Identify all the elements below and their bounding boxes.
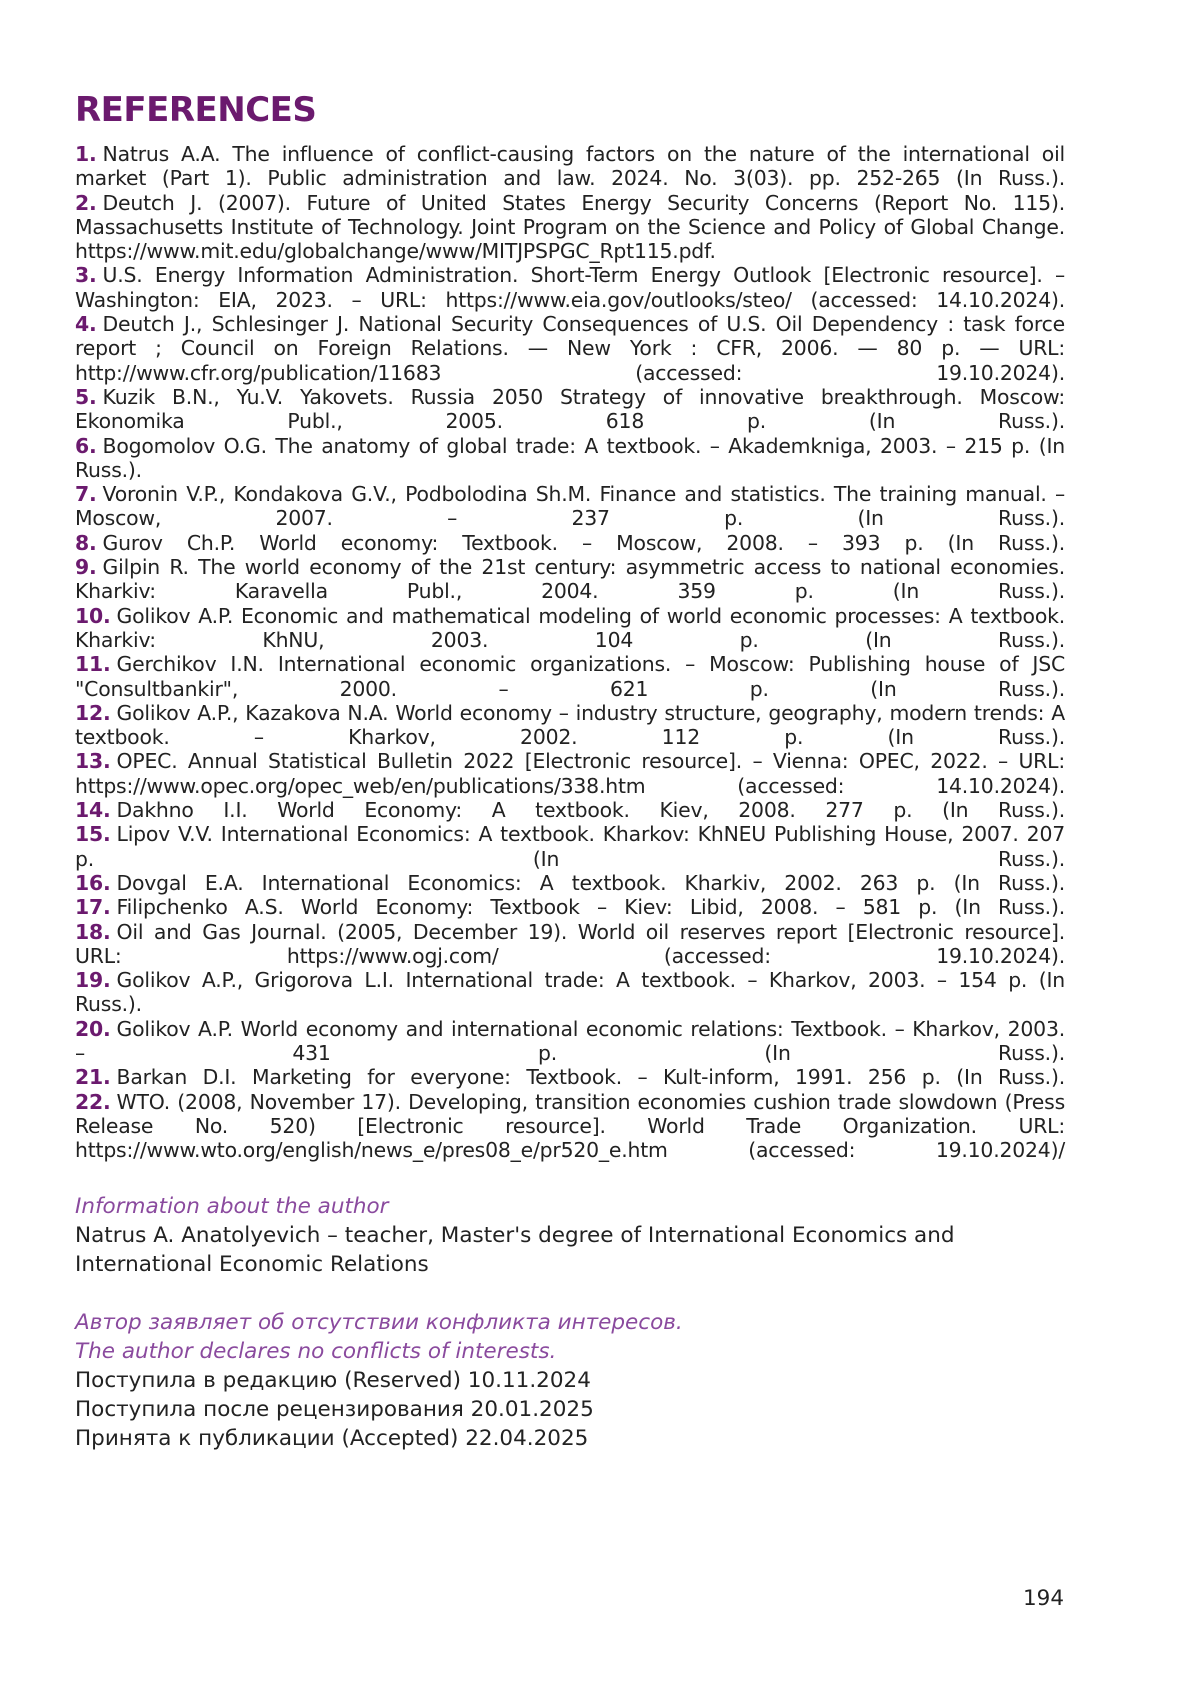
references-heading: REFERENCES bbox=[75, 90, 317, 130]
reference-text: Filipchenko A.S. World Economy: Textbook – Kiev: Libid, 2008. – 581 p. (In Russ.). bbox=[116, 895, 1065, 920]
reference-text: Gerchikov I.N. International economic organizations. – Moscow: Publishing house of JSC "Consultbankir", 2000. – 621 p. (In Russ.). bbox=[75, 652, 1065, 701]
author-info-label: Information about the author bbox=[75, 1194, 389, 1220]
author-info-line-1: Natrus A. Anatolyevich – teacher, Master's degree of International Economics and bbox=[75, 1223, 955, 1249]
reference-text: Lipov V.V. International Economics: A textbook. Kharkov: KhNEU Publishing House, 2007. 207 p. (In Russ.). bbox=[75, 822, 1065, 871]
reference-text: Bogomolov O.G. The anatomy of global trade: A textbook. – Akademkniga, 2003. – 215 p. (In Russ.). bbox=[75, 433, 1065, 482]
reference-item bbox=[75, 1090, 1065, 1163]
reference-number: 8. bbox=[75, 530, 97, 555]
author-block bbox=[75, 1192, 1065, 1453]
reference-number: 21. bbox=[75, 1065, 111, 1090]
date-accepted: Принята к публикации (Accepted) 22.04.2025 bbox=[75, 1426, 589, 1452]
reference-item bbox=[75, 652, 1065, 701]
reference-text: Golikov A.P. World economy and international economic relations: Textbook. – Kharkov, 2003. – 431 p. (In Russ.). bbox=[75, 1016, 1065, 1065]
reference-item bbox=[75, 701, 1065, 750]
reference-item bbox=[75, 604, 1065, 653]
reference-text: Dakhno I.I. World Economy: A textbook. Kiev, 2008. 277 p. (In Russ.). bbox=[116, 798, 1065, 823]
reference-text: Gurov Ch.P. World economy: Textbook. – Moscow, 2008. – 393 p. (In Russ.). bbox=[102, 530, 1065, 555]
reference-item bbox=[75, 798, 1065, 822]
reference-number: 22. bbox=[75, 1089, 111, 1114]
reference-item bbox=[75, 482, 1065, 531]
reference-number: 4. bbox=[75, 312, 97, 337]
reference-number: 11. bbox=[75, 652, 111, 677]
reference-item bbox=[75, 1065, 1065, 1089]
reference-text: OPEC. Annual Statistical Bulletin 2022 [Electronic resource]. – Vienna: OPEC, 2022. – URL: https://www.opec.org/opec_web/en/publications/338.htm (accessed: 14.10.2024). bbox=[75, 749, 1065, 798]
reference-number: 16. bbox=[75, 870, 111, 895]
conflict-statement-en: The author declares no conflicts of interests. bbox=[75, 1339, 557, 1365]
reference-number: 9. bbox=[75, 555, 97, 580]
reference-text: Golikov A.P. Economic and mathematical modeling of world economic processes: A textbook. Kharkiv: KhNU, 2003. 104 p. (In Russ.). bbox=[75, 603, 1065, 652]
reference-text: Golikov A.P., Kazakova N.A. World economy – industry structure, geography, modern trends: A textbook. – Kharkov, 2002. 112 p. (In Russ.). bbox=[75, 700, 1065, 750]
reference-number: 10. bbox=[75, 603, 111, 628]
reference-item bbox=[75, 968, 1065, 1017]
reference-number: 20. bbox=[75, 1016, 111, 1041]
author-info-line-2: International Economic Relations bbox=[75, 1252, 429, 1278]
reference-text: Golikov A.P., Grigorova L.I. International trade: A textbook. – Kharkov, 2003. – 154 p. (In Russ.). bbox=[75, 968, 1065, 1017]
reference-item bbox=[75, 191, 1065, 264]
reference-text: Deutch J. (2007). Future of United States Energy Security Concerns (Report No. 115). Massachusetts Institute of Technology. Joint Program on the Science and Policy of Global Change. https://www.mit.edu/globalchange/www/MITJPSPGC_Rpt115.pdf. bbox=[75, 190, 1065, 264]
conflict-statement-ru: Автор заявляет об отсутствии конфликта интересов. bbox=[75, 1310, 683, 1336]
reference-number: 2. bbox=[75, 190, 97, 215]
references-list bbox=[75, 142, 1065, 1162]
reference-text: Voronin V.P., Kondakova G.V., Podbolodina Sh.M. Finance and statistics. The training manual. – Moscow, 2007. – 237 p. (In Russ.). bbox=[75, 482, 1065, 531]
reference-number: 3. bbox=[75, 263, 97, 288]
reference-number: 13. bbox=[75, 749, 111, 774]
reference-text: WTO. (2008, November 17). Developing, transition economies cushion trade slowdown (Press Release No. 520) [Electronic resource]. World Trade Organization. URL: https://www.wto.org/english/news_e/pres08_e/pr520_e.htm (accessed: 19.10.2024)/ bbox=[75, 1089, 1065, 1163]
reference-item bbox=[75, 434, 1065, 483]
reference-text: Natrus A.A. The influence of conflict-causing factors on the nature of the international oil market (Part 1). Public administration and law. 2024. No. 3(03). pp. 252-265 (In Russ.). bbox=[75, 142, 1065, 191]
reference-item bbox=[75, 531, 1065, 555]
date-reviewed: Поступила после рецензирования 20.01.2025 bbox=[75, 1397, 594, 1423]
reference-item bbox=[75, 895, 1065, 919]
reference-number: 1. bbox=[75, 142, 97, 166]
page-number: 194 bbox=[1023, 1586, 1065, 1611]
reference-item bbox=[75, 555, 1065, 604]
reference-item bbox=[75, 263, 1065, 312]
page-content bbox=[75, 88, 1065, 1453]
reference-number: 5. bbox=[75, 384, 97, 409]
reference-item bbox=[75, 822, 1065, 871]
reference-item bbox=[75, 1017, 1065, 1066]
reference-item bbox=[75, 749, 1065, 798]
spacer bbox=[75, 1279, 1065, 1308]
reference-number: 14. bbox=[75, 798, 111, 823]
reference-item bbox=[75, 142, 1065, 191]
reference-item bbox=[75, 871, 1065, 895]
reference-text: Deutch J., Schlesinger J. National Security Consequences of U.S. Oil Dependency : task force report ; Council on Foreign Relations. — New York : CFR, 2006. — 80 p. — URL: http://www.cfr.org/publication/11683 (accessed: 19.10.2024). bbox=[75, 312, 1065, 385]
reference-number: 19. bbox=[75, 968, 111, 993]
reference-number: 7. bbox=[75, 482, 97, 507]
reference-text: Gilpin R. The world economy of the 21st century: asymmetric access to national economies. Kharkiv: Karavella Publ., 2004. 359 p. (In Russ.). bbox=[75, 555, 1065, 604]
reference-number: 17. bbox=[75, 895, 111, 920]
date-received: Поступила в редакцию (Reserved) 10.11.2024 bbox=[75, 1368, 591, 1394]
reference-item bbox=[75, 312, 1065, 385]
reference-text: Barkan D.I. Marketing for everyone: Textbook. – Kult-inform, 1991. 256 p. (In Russ.). bbox=[116, 1065, 1065, 1090]
reference-number: 12. bbox=[75, 700, 111, 725]
reference-number: 15. bbox=[75, 822, 111, 847]
reference-text: Dovgal E.A. International Economics: A textbook. Kharkiv, 2002. 263 p. (In Russ.). bbox=[116, 870, 1065, 895]
reference-item bbox=[75, 385, 1065, 434]
reference-number: 6. bbox=[75, 433, 97, 458]
reference-text: Oil and Gas Journal. (2005, December 19). World oil reserves report [Electronic resource]. URL: https://www.ogj.com/ (accessed: 19.10.2024). bbox=[75, 919, 1065, 968]
reference-number: 18. bbox=[75, 919, 111, 944]
reference-text: Kuzik B.N., Yu.V. Yakovets. Russia 2050 Strategy of innovative breakthrough. Moscow: Ekonomika Publ., 2005. 618 p. (In Russ.). bbox=[75, 384, 1065, 434]
reference-text: U.S. Energy Information Administration. Short-Term Energy Outlook [Electronic resource]. – Washington: EIA, 2023. – URL: https://www.eia.gov/outlooks/steo/ (accessed: 14.10.2024). bbox=[75, 263, 1065, 312]
reference-item bbox=[75, 920, 1065, 969]
